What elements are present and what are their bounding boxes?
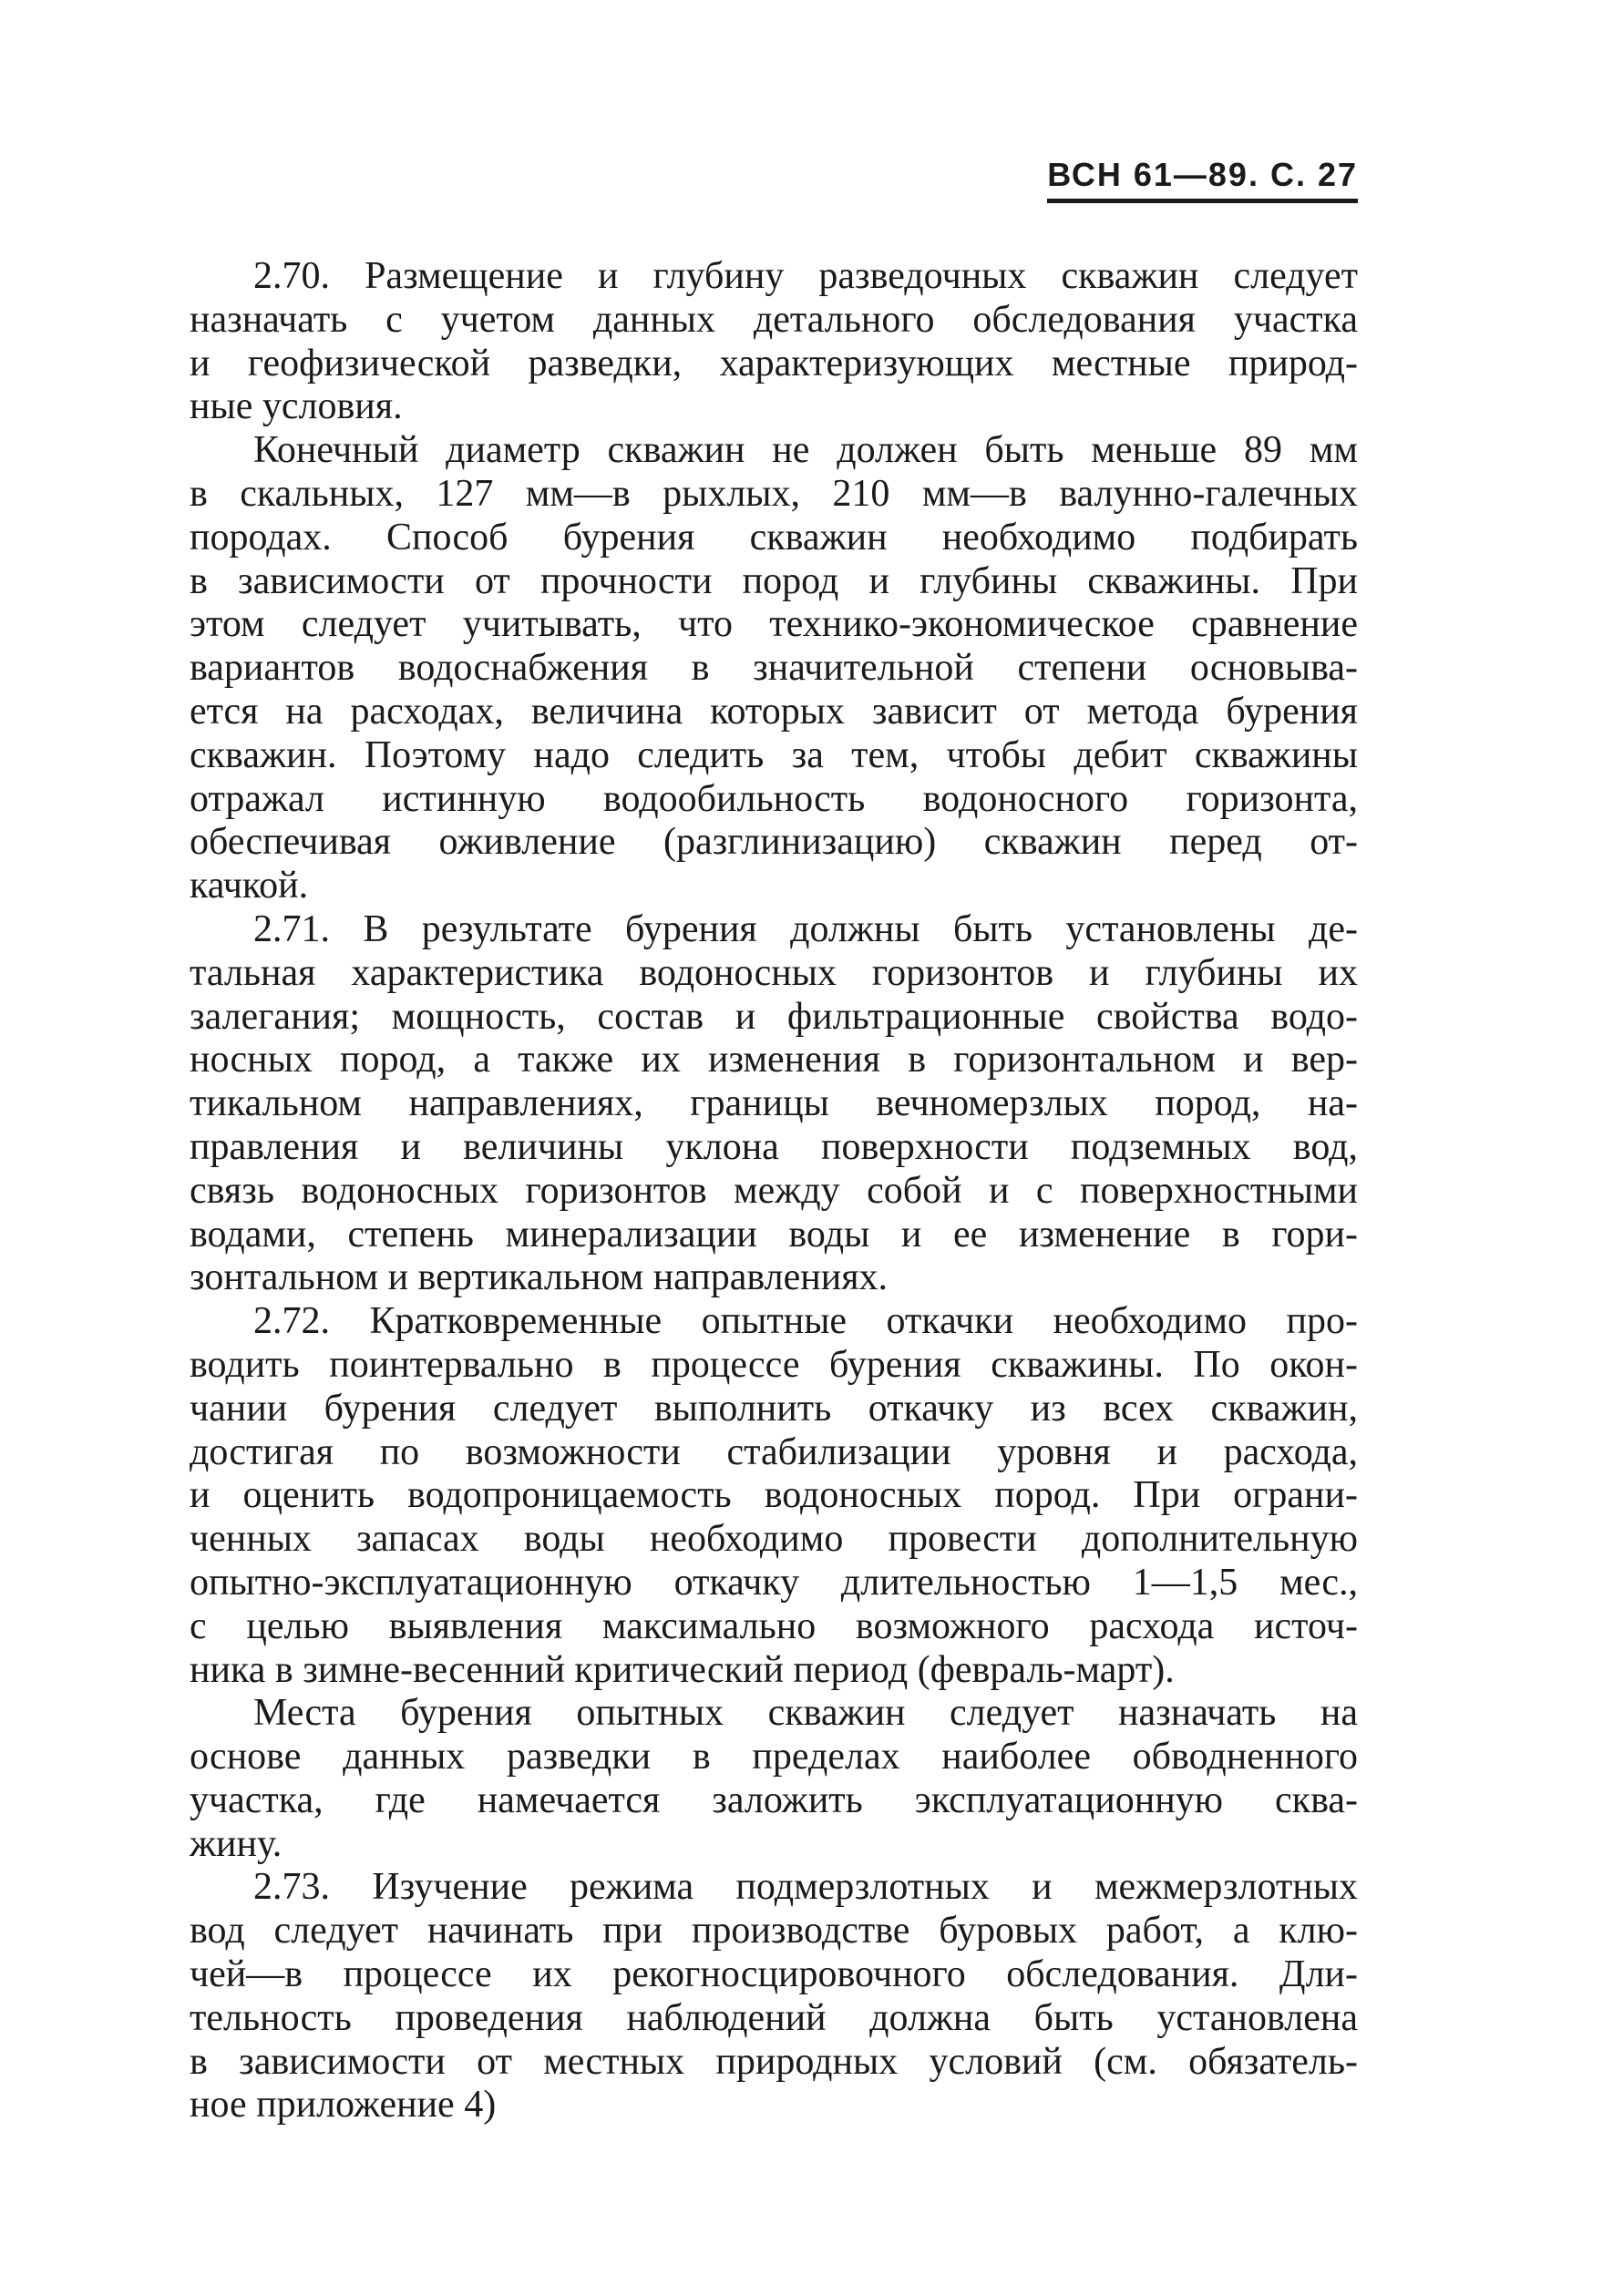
text-line: породах. Способ бурения скважин необходимо подбирать	[190, 516, 1358, 559]
text-line: связь водоносных горизонтов между собой и с поверхностными	[190, 1169, 1358, 1212]
text-line: опытно-эксплуатационную откачку длительностью 1—1,5 мес.,	[190, 1561, 1358, 1604]
text-line: в скальных, 127 мм—в рыхлых, 210 мм—в валунно-галечных	[190, 472, 1358, 515]
text-line: ется на расходах, величина которых зависит от метода бурения	[190, 690, 1358, 733]
text-line: тикальном направлениях, границы вечномерзлых пород, на-	[190, 1082, 1358, 1125]
text-line: чании бурения следует выполнить откачку из всех скважин,	[190, 1387, 1358, 1430]
text-line: Места бурения опытных скважин следует назначать на	[253, 1692, 1358, 1735]
text-line: с целью выявления максимально возможного расхода источ-	[190, 1604, 1358, 1647]
page-header: ВСН 61—89. С. 27	[1047, 157, 1358, 203]
text-line: водить поинтервально в процессе бурения скважины. По окон-	[190, 1343, 1358, 1386]
text-line: вод следует начинать при производстве буровых работ, а клю-	[190, 1910, 1358, 1953]
text-line: ное приложение 4)	[190, 2084, 497, 2127]
text-line: скважин. Поэтому надо следить за тем, чтобы дебит скважины	[190, 733, 1358, 776]
paragraph-well-diameter	[190, 429, 1358, 908]
text-line: носных пород, а также их изменения в горизонтальном и вер-	[190, 1039, 1358, 1081]
paragraph-2-71	[190, 908, 1358, 1300]
document-body	[190, 255, 1358, 2127]
text-line: Конечный диаметр скважин не должен быть меньше 89 мм	[253, 429, 1358, 472]
text-line: в зависимости от прочности пород и глубины скважины. При	[190, 559, 1358, 602]
text-line: 2.72. Кратковременные опытные откачки необходимо про-	[253, 1300, 1358, 1343]
text-line: в зависимости от местных природных условий (см. обязатель-	[190, 2040, 1358, 2083]
text-line: назначать с учетом данных детального обследования участка	[190, 298, 1358, 341]
text-line: тельность проведения наблюдений должна быть установлена	[190, 1996, 1358, 2039]
text-line: ченных запасах воды необходимо провести дополнительную	[190, 1518, 1358, 1561]
paragraph-drilling-sites	[190, 1692, 1358, 1866]
text-line: правления и величины уклона поверхности подземных вод,	[190, 1125, 1358, 1168]
text-line: участка, где намечается заложить эксплуатационную сква-	[190, 1778, 1358, 1821]
paragraph-2-73	[190, 1866, 1358, 2127]
text-line: вариантов водоснабжения в значительной степени основыва-	[190, 647, 1358, 690]
paragraph-2-72	[190, 1300, 1358, 1692]
text-line: 2.70. Размещение и глубину разведочных скважин следует	[253, 255, 1358, 297]
text-line: залегания; мощность, состав и фильтрационные свойства водо-	[190, 995, 1358, 1038]
text-line: водами, степень минерализации воды и ее изменение в гори-	[190, 1213, 1358, 1256]
text-line: и геофизической разведки, характеризующих местные природ-	[190, 342, 1358, 384]
text-line: зонтальном и вертикальном направлениях.	[190, 1256, 889, 1299]
text-line: жину.	[190, 1822, 283, 1865]
text-line: достигая по возможности стабилизации уровня и расхода,	[190, 1430, 1358, 1473]
text-line: тальная характеристика водоносных горизонтов и глубины их	[190, 951, 1358, 994]
text-line: ные условия.	[190, 385, 403, 428]
text-line: основе данных разведки в пределах наиболее обводненного	[190, 1736, 1358, 1778]
text-line: отражал истинную водообильность водоносного горизонта,	[190, 777, 1358, 820]
text-line: и оценить водопроницаемость водоносных пород. При ограни-	[190, 1474, 1358, 1517]
paragraph-2-70	[190, 255, 1358, 429]
text-line: этом следует учитывать, что технико-экономическое сравнение	[190, 603, 1358, 646]
text-line: ника в зимне-весенний критический период (февраль-март).	[190, 1648, 1175, 1691]
text-line: обеспечивая оживление (разглинизацию) скважин перед от-	[190, 821, 1358, 864]
text-line: 2.73. Изучение режима подмерзлотных и межмерзлотных	[253, 1866, 1358, 1909]
text-line: качкой.	[190, 865, 309, 907]
text-line: чей—в процессе их рекогносцировочного обследования. Дли-	[190, 1953, 1358, 1996]
text-line: 2.71. В результате бурения должны быть установлены де-	[253, 907, 1358, 950]
